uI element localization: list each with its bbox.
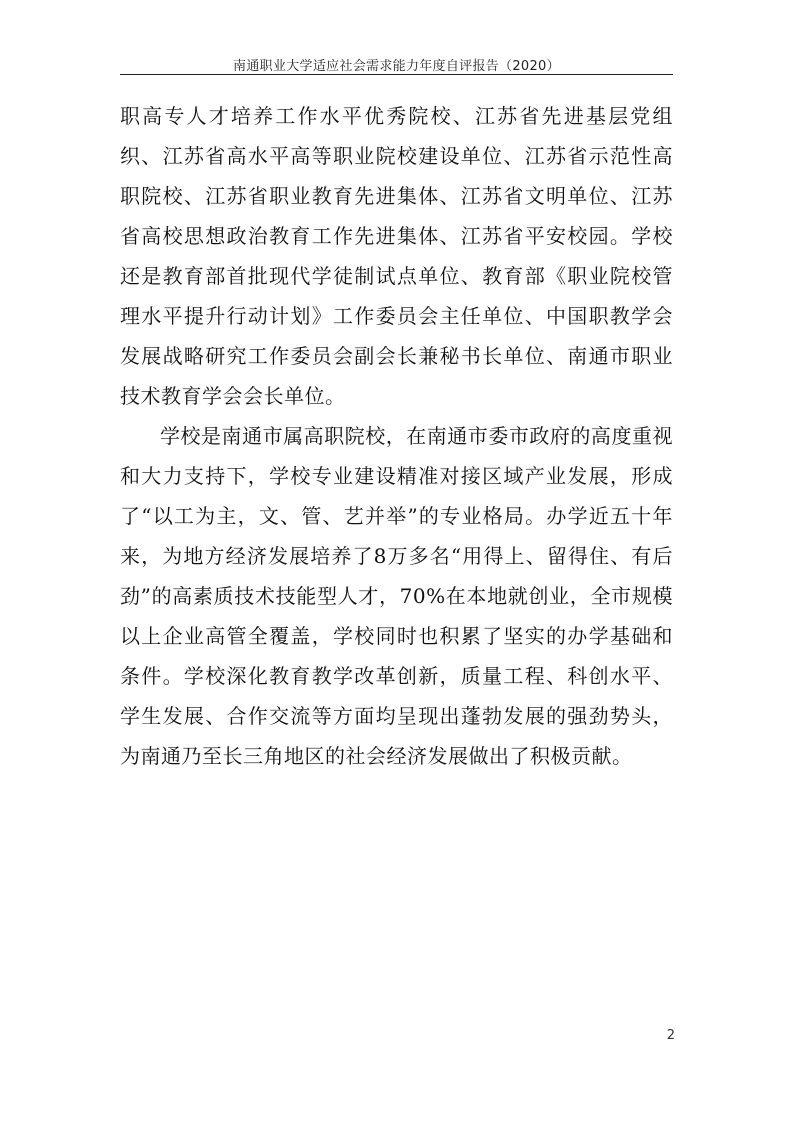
document-body [120,96,673,776]
page-header-title: 南通职业大学适应社会需求能力年度自评报告（2020） [233,59,560,74]
page-number: 2 [666,1028,675,1043]
header-divider [120,74,673,75]
paragraph-continued: 职高专人才培养工作水平优秀院校、江苏省先进基层党组织、江苏省高水平高等职业院校建设单位、江苏省示范性高职院校、江苏省职业教育先进集体、江苏省文明单位、江苏省高校思想政治教育工作先进集体、江苏省平安校园。学校还是教育部首批现代学徒制试点单位、教育部《职业院校管理水平提升行动计划》工作委员会主任单位、中国职教学会发展战略研究工作委员会副会长兼秘书长单位、南通市职业技术教育学会会长单位。 [120,104,673,408]
paragraph-school-overview: 学校是南通市属高职院校，在南通市委市政府的高度重视和大力支持下，学校专业建设精准对接区域产业发展，形成了“以工为主，文、管、艺并举”的专业格局。办学近五十年来，为地方经济发展培养了8万多名“用得上、留得住、有后劲”的高素质技术技能型人才，70%在本地就创业，全市规模以上企业高管全覆盖，学校同时也积累了坚实的办学基础和条件。学校深化教育教学改革创新，质量工程、科创水平、学生发展、合作交流等方面均呈现出蓬勃发展的强劲势头，为南通乃至长三角地区的社会经济发展做出了积极贡献。 [120,424,673,768]
